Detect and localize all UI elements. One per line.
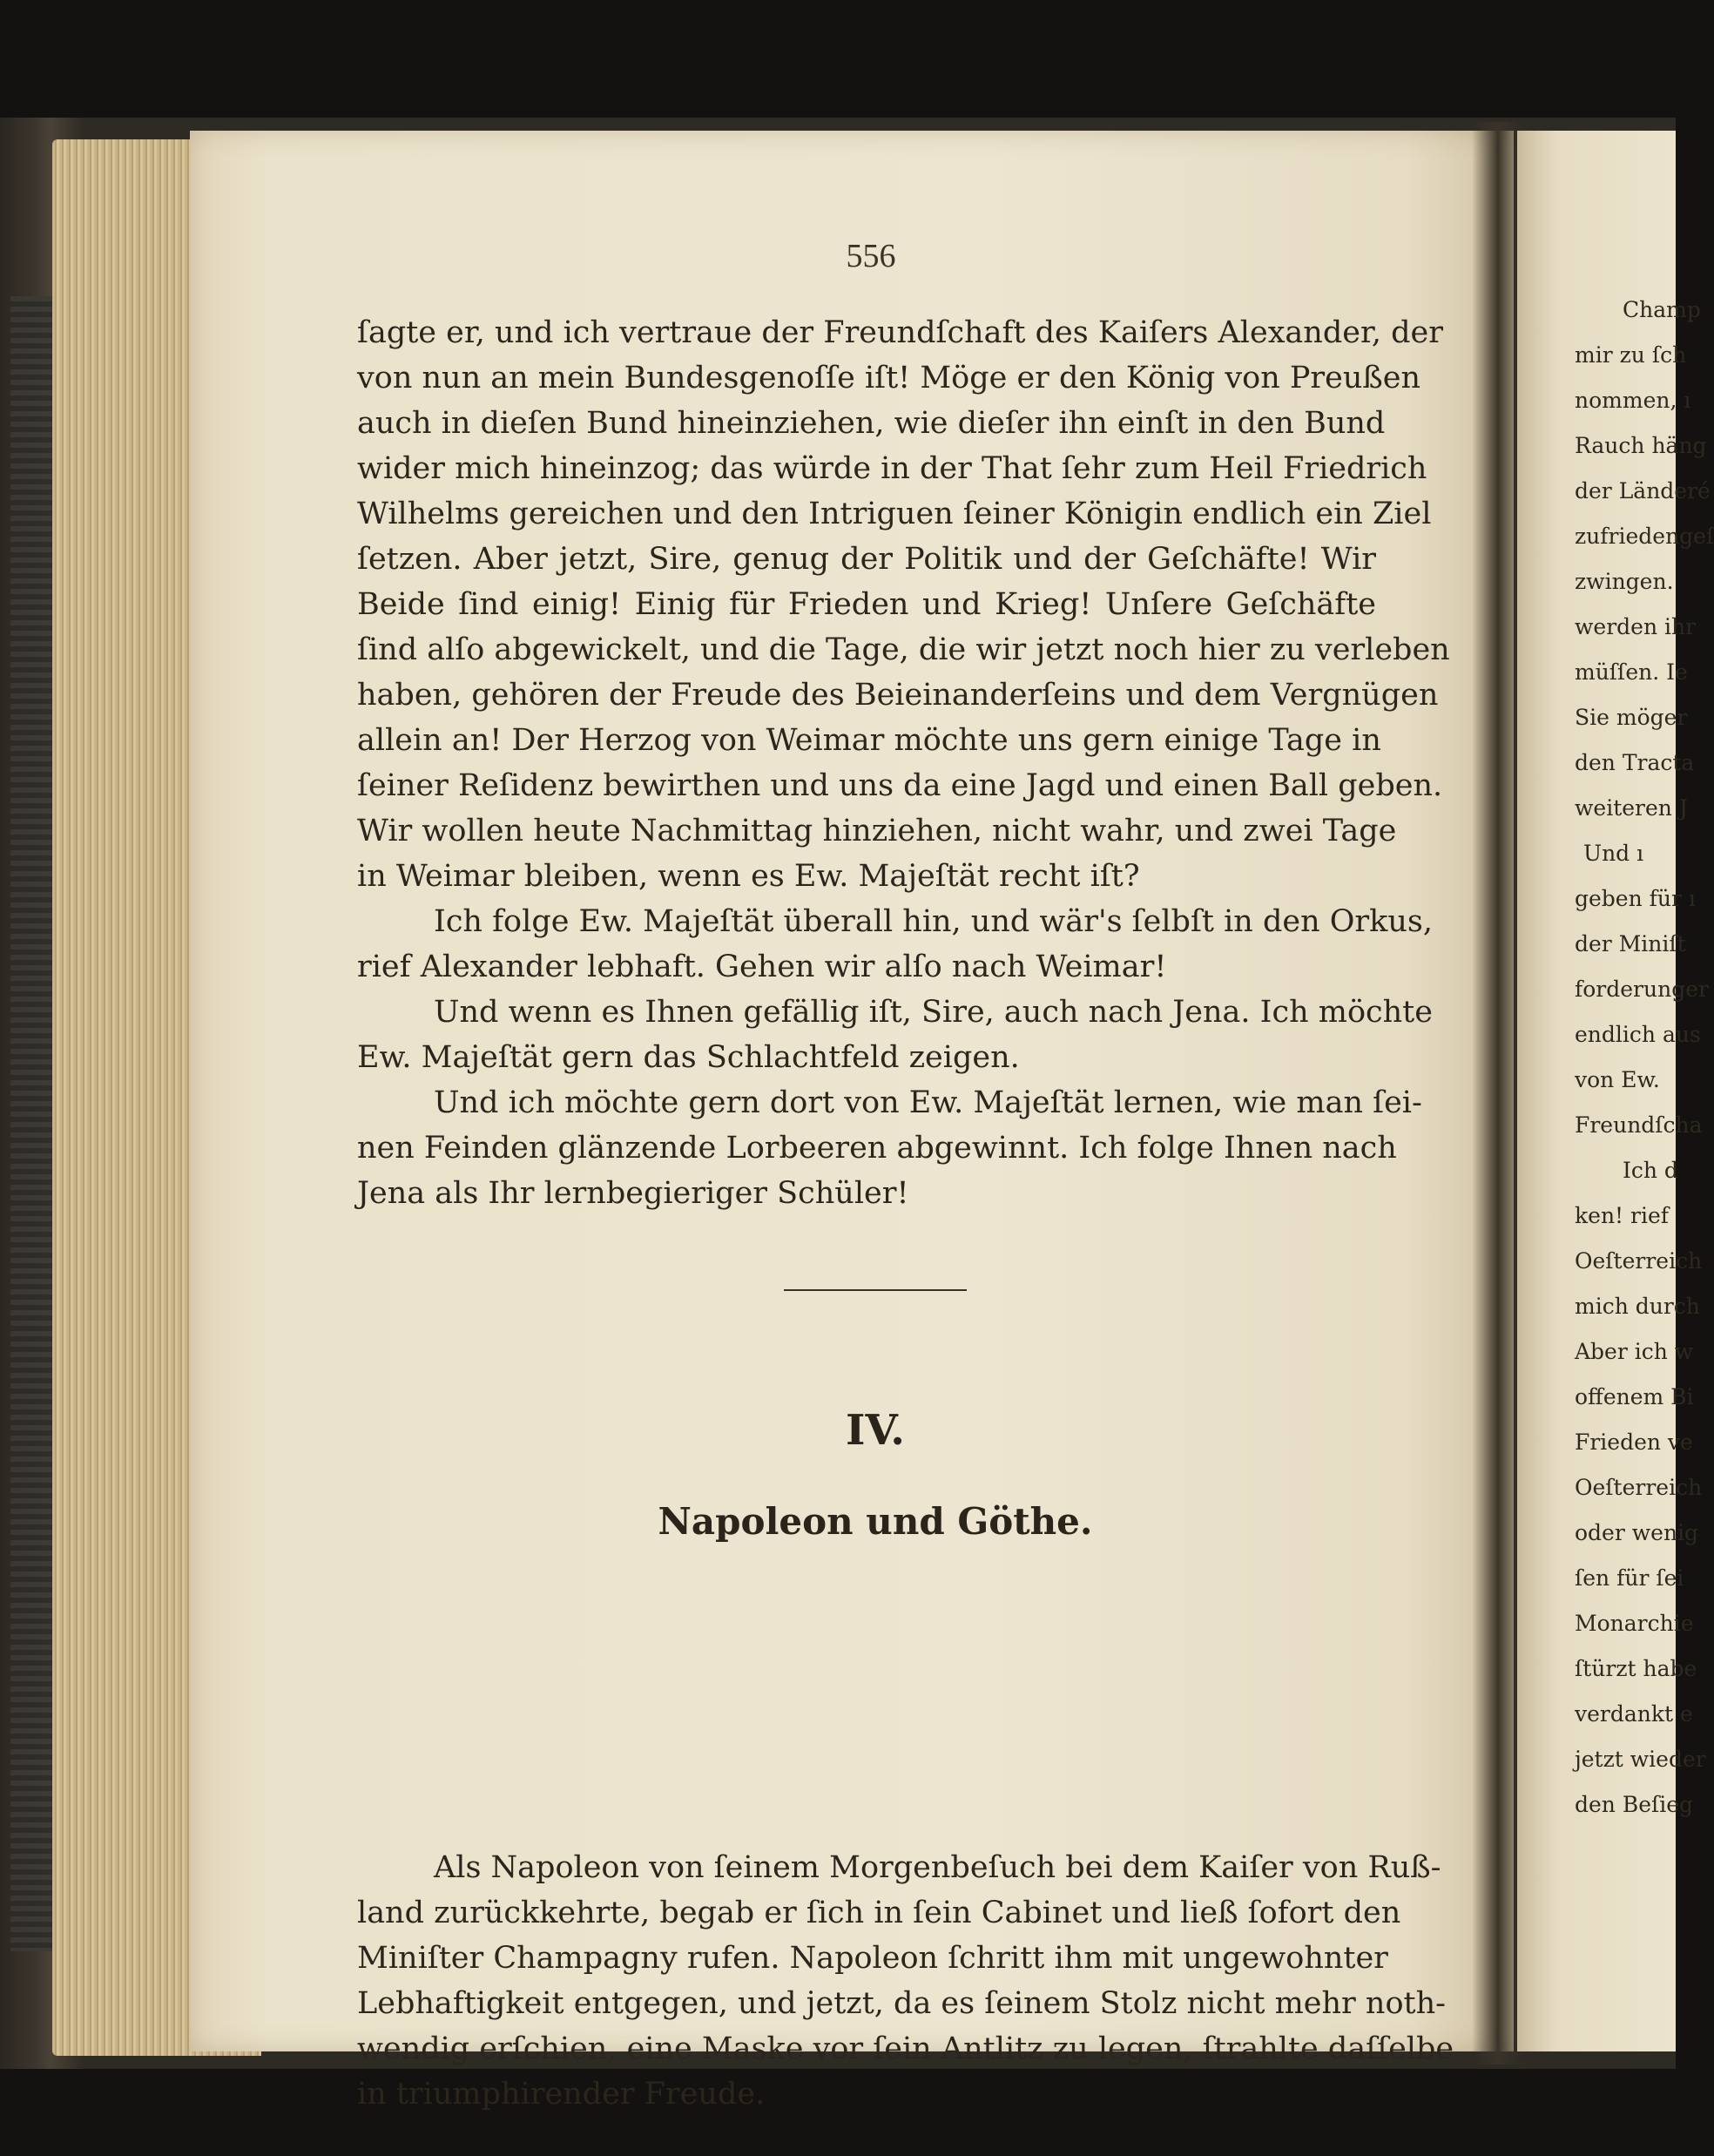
text-fragment: zwingen. — [1575, 569, 1674, 594]
text-fragment: Ich d — [1623, 1158, 1678, 1183]
text-line: haben, gehören der Freude des Beieinanderſeins und dem Vergnügen — [357, 678, 1439, 713]
text-line: Beide ſind einig! Einig für Frieden und Krieg! Unſere Geſchäfte — [357, 587, 1376, 622]
text-line: Miniſter Champagny rufen. Napoleon ſchritt ihm mit ungewohnter — [357, 1941, 1388, 1976]
text-fragment: geben für ı — [1575, 886, 1696, 911]
text-fragment: den Beſieg — [1575, 1792, 1694, 1817]
text-line: Wilhelms gereichen und den Intriguen ſeiner Königin endlich ein Ziel — [357, 497, 1432, 531]
text-line: ſind alſo abgewickelt, und die Tage, die wir jetzt noch hier zu verleben — [357, 632, 1450, 667]
text-fragment: der Miniſt — [1575, 931, 1686, 956]
text-fragment: Monarchie — [1575, 1611, 1694, 1636]
text-line: Jena als Ihr lernbegieriger Schüler! — [357, 1176, 909, 1211]
text-fragment: der Länderé — [1575, 478, 1711, 504]
text-fragment: forderunger — [1575, 977, 1709, 1002]
text-fragment: weiteren J — [1575, 795, 1688, 821]
text-block-lower — [357, 1845, 1454, 2117]
chapter-title: Napoleon und Göthe. — [658, 1500, 1093, 1543]
text-fragment: ken! rief — [1575, 1203, 1670, 1228]
text-line: allein an! Der Herzog von Weimar möchte uns gern einige Tage in — [357, 723, 1381, 758]
book-gutter — [1472, 122, 1524, 2065]
page-number: 556 — [846, 238, 896, 274]
text-fragment: jetzt wieder — [1575, 1747, 1706, 1772]
text-fragment: ſtürzt habe — [1575, 1656, 1697, 1681]
text-fragment: mir zu ſch — [1575, 342, 1687, 368]
text-line: Und wenn es Ihnen gefällig iſt, Sire, auch nach Jena. Ich möchte — [434, 995, 1433, 1030]
right-page-text — [1575, 287, 1714, 1828]
text-line: nen Feinden glänzende Lorbeeren abgewinnt. Ich folge Ihnen nach — [357, 1131, 1397, 1166]
text-fragment: müſſen. Ie — [1575, 659, 1688, 685]
text-line: Ew. Majeſtät gern das Schlachtfeld zeigen. — [357, 1040, 1020, 1075]
text-line: ſeiner Reſidenz bewirthen und uns da eine Jagd und einen Ball geben. — [357, 768, 1443, 803]
text-line: von nun an mein Bundesgenoſſe iſt! Möge er den König von Preußen — [357, 361, 1421, 395]
text-line: auch in dieſen Bund hineinziehen, wie dieſer ihn einſt in den Bund — [357, 406, 1386, 441]
text-line: Lebhaftigkeit entgegen, und jetzt, da es ſeinem Stolz nicht mehr noth- — [357, 1986, 1446, 2021]
text-fragment: mich durch — [1575, 1294, 1700, 1319]
text-fragment: Frieden ve — [1575, 1429, 1693, 1455]
text-fragment: Und ı — [1583, 841, 1644, 866]
text-line: in triumphirender Freude. — [357, 2077, 766, 2112]
text-fragment: zufriedengeſ — [1575, 524, 1714, 549]
text-fragment: Oeſterreich — [1575, 1248, 1703, 1274]
text-fragment: verdankt e — [1575, 1701, 1693, 1727]
text-fragment: werden ihr — [1575, 614, 1697, 639]
text-fragment: offenem Bi — [1575, 1384, 1694, 1409]
text-fragment: Sie möger — [1575, 705, 1688, 730]
chapter-number: IV. — [845, 1406, 905, 1455]
text-fragment: Aber ich w — [1575, 1339, 1694, 1364]
section-divider — [784, 1289, 967, 1291]
text-fragment: Oeſterreich — [1575, 1475, 1703, 1500]
text-line: in Weimar bleiben, wenn es Ew. Majeſtät recht iſt? — [357, 859, 1140, 894]
text-fragment: oder wenig — [1575, 1520, 1699, 1545]
text-fragment: Freundſcha — [1575, 1112, 1703, 1138]
text-line: ſagte er, und ich vertraue der Freundſchaft des Kaiſers Alexander, der — [357, 315, 1443, 350]
text-fragment: nommen, ı — [1575, 388, 1691, 413]
text-line: Ich folge Ew. Majeſtät überall hin, und wär's ſelbſt in den Orkus, — [434, 904, 1434, 939]
text-fragment: endlich aus — [1575, 1022, 1701, 1047]
text-block-upper — [357, 310, 1450, 1216]
text-fragment: Rauch häng — [1575, 433, 1707, 458]
text-fragment: den Tracta — [1575, 750, 1695, 775]
text-line: ſetzen. Aber jetzt, Sire, genug der Politik und der Geſchäfte! Wir — [357, 542, 1376, 577]
text-line: Wir wollen heute Nachmittag hinziehen, nicht wahr, und zwei Tage — [357, 814, 1397, 848]
text-line: land zurückkehrte, begab er ſich in ſein Cabinet und ließ ſofort den — [357, 1896, 1401, 1930]
text-line: rief Alexander lebhaft. Gehen wir alſo nach Weimar! — [357, 950, 1167, 984]
text-line: wendig erſchien, eine Maske vor ſein Antlitz zu legen, ſtrahlte daſſelbe — [357, 2031, 1454, 2066]
text-fragment: Champ — [1623, 297, 1701, 322]
text-fragment: von Ew. — [1575, 1067, 1660, 1092]
text-line: Als Napoleon von ſeinem Morgenbeſuch bei dem Kaiſer von Ruß- — [434, 1850, 1441, 1885]
text-fragment: ſen für ſei — [1575, 1565, 1684, 1591]
text-line: wider mich hineinzog; das würde in der That ſehr zum Heil Friedrich — [357, 451, 1427, 486]
text-line: Und ich möchte gern dort von Ew. Majeſtät lernen, wie man ſei- — [434, 1085, 1422, 1120]
